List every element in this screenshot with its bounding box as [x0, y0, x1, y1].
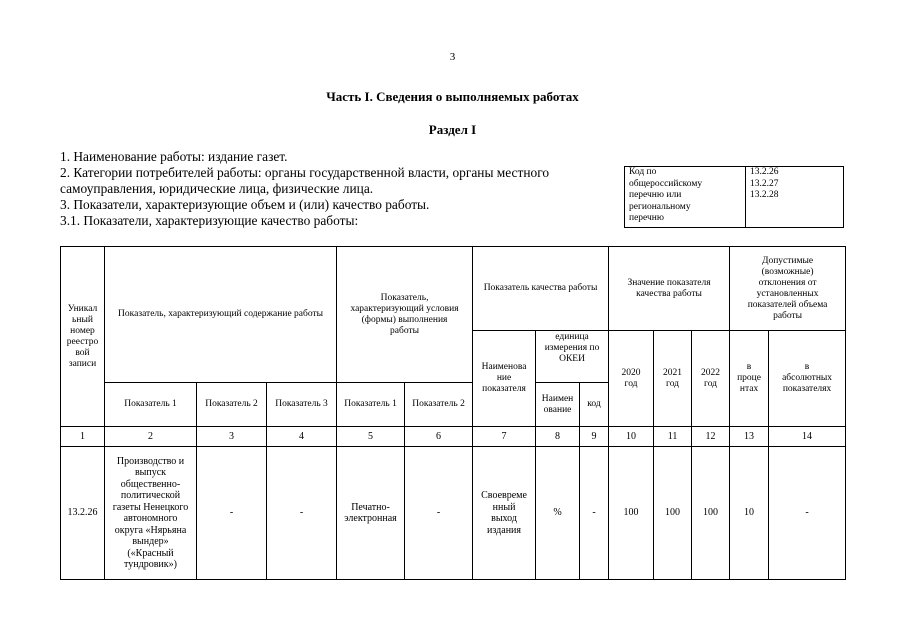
header-quality-value: Значение показателя качества работы [609, 247, 730, 331]
header-year-2020: 2020 год [609, 331, 654, 427]
column-number: 3 [197, 427, 267, 447]
cell-value-2021: 100 [654, 447, 692, 580]
header-condition-indicator-2: Показатель 2 [405, 383, 473, 427]
cell-condition-indicator-2: - [405, 447, 473, 580]
code-box-label: Код по общероссийскому перечню или региональному перечню [625, 167, 746, 227]
column-number: 2 [105, 427, 197, 447]
cell-unit-code: - [580, 447, 609, 580]
column-number: 12 [692, 427, 730, 447]
header-content-indicator-3: Показатель 3 [267, 383, 337, 427]
header-in-percent: в проце нтах [730, 331, 769, 427]
cell-content-indicator-2: - [197, 447, 267, 580]
line-indicators: 3. Показатели, характеризующие объем и (или) качество работы. [60, 197, 430, 212]
cell-condition-indicator-1: Печатно- электронная [337, 447, 405, 580]
table-row [61, 447, 846, 580]
part-title: Часть I. Сведения о выполняемых работах [326, 89, 579, 104]
header-unit-code: код [580, 383, 609, 427]
cell-deviation-absolute: - [769, 447, 846, 580]
header-year-2022: 2022 год [692, 331, 730, 427]
header-unique-number: Уникал ьный номер реестро вой записи [61, 247, 105, 427]
header-quality-indicator: Показатель качества работы [473, 247, 609, 331]
column-number: 9 [580, 427, 609, 447]
header-content-indicator-2: Показатель 2 [197, 383, 267, 427]
column-number: 5 [337, 427, 405, 447]
line-quality-indicators: 3.1. Показатели, характеризующие качество работы: [60, 213, 359, 228]
cell-value-2020: 100 [609, 447, 654, 580]
section-title: Раздел I [428, 122, 477, 137]
cell-registry-code: 13.2.26 [61, 447, 105, 580]
header-unit: единица измерения по ОКЕИ [536, 331, 609, 383]
column-numbers-row [61, 427, 846, 447]
header-condition-indicator-1: Показатель 1 [337, 383, 405, 427]
cell-deviation-percent: 10 [730, 447, 769, 580]
cell-content-indicator-3: - [267, 447, 337, 580]
header-allowed-deviation: Допустимые (возможные) отклонения от установленных показателей объема работы [730, 247, 846, 331]
column-number: 10 [609, 427, 654, 447]
cell-value-2022: 100 [692, 447, 730, 580]
page-number: 3 [449, 51, 456, 63]
header-year-2021: 2021 год [654, 331, 692, 427]
column-number: 13 [730, 427, 769, 447]
column-number: 14 [769, 427, 846, 447]
header-unit-name: Наимен ование [536, 383, 580, 427]
column-number: 7 [473, 427, 536, 447]
header-content-indicator-1: Показатель 1 [105, 383, 197, 427]
code-box-values: 13.2.26 13.2.27 13.2.28 [750, 167, 779, 200]
header-content-indicator: Показатель, характеризующий содержание работы [105, 247, 337, 383]
column-number: 8 [536, 427, 580, 447]
cell-content-indicator-1: Производство и выпуск общественно- политической газеты Ненецкого автономного округа «Нярьяна вындер» («Красный тундровик») [105, 447, 197, 580]
registry-code-box [624, 166, 844, 228]
line-consumers-cont: самоуправления, юридические лица, физические лица. [60, 181, 374, 196]
column-number: 6 [405, 427, 473, 447]
work-description [60, 149, 620, 229]
quality-indicators-table [60, 246, 846, 580]
column-number: 1 [61, 427, 105, 447]
header-condition-indicator: Показатель, характеризующий условия (формы) выполнения работы [337, 247, 473, 383]
cell-indicator-name: Своевреме нный выход издания [473, 447, 536, 580]
column-number: 11 [654, 427, 692, 447]
header-indicator-name: Наименова ние показателя [473, 331, 536, 427]
cell-unit-name: % [536, 447, 580, 580]
line-consumers: 2. Категории потребителей работы: органы государственной власти, органы местного [60, 165, 550, 180]
column-number: 4 [267, 427, 337, 447]
line-work-name: 1. Наименование работы: издание газет. [60, 149, 288, 164]
header-in-absolute: в абсолютных показателях [769, 331, 846, 427]
